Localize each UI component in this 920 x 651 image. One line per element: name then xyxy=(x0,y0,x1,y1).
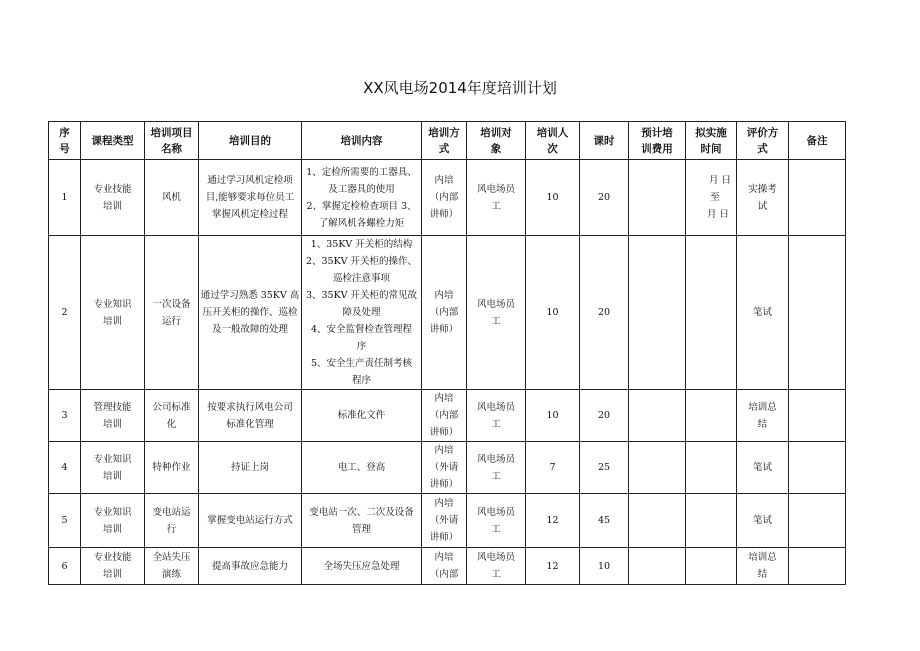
cell-method xyxy=(422,160,467,236)
cell-people: 10 xyxy=(526,160,580,236)
header-text: 预计培 xyxy=(641,126,673,139)
item-name-line: 一次设备 xyxy=(152,298,191,310)
header-cost xyxy=(629,122,686,160)
content-line: 4、安全监督检查管理程 xyxy=(310,324,413,335)
cell-item-name xyxy=(145,494,199,548)
item-name-line: 演练 xyxy=(161,569,181,580)
target-line: 工 xyxy=(491,523,501,535)
method-line: 讲师） xyxy=(429,209,459,220)
method-line: （内部 xyxy=(429,569,459,580)
cell-notes xyxy=(789,160,846,236)
header-text: 次 xyxy=(547,142,558,155)
content-line: 标准化文件 xyxy=(337,410,386,421)
cell-schedule xyxy=(686,160,737,236)
cell-schedule xyxy=(686,390,737,442)
header-text: 备注 xyxy=(806,134,828,147)
cell-content xyxy=(302,494,422,548)
header-people xyxy=(526,122,580,160)
item-name-line: 变电站运 xyxy=(152,506,191,518)
cell-cost xyxy=(629,160,686,236)
content-line: 程序 xyxy=(351,375,371,386)
cell-hours: 45 xyxy=(580,494,629,548)
cell-purpose xyxy=(199,442,302,494)
method-line: （内部 xyxy=(429,410,459,421)
header-text: 课时 xyxy=(593,134,615,147)
cell-schedule xyxy=(686,548,737,585)
evaluation-line: 培训总 xyxy=(748,552,777,563)
content-line: 全场失压应急处理 xyxy=(323,560,400,572)
header-text: 培训目的 xyxy=(229,134,271,147)
cell-method xyxy=(422,442,467,494)
header-method xyxy=(422,122,467,160)
header-text: 评价方 xyxy=(746,126,779,139)
table-row xyxy=(49,442,846,494)
evaluation-line: 培训总 xyxy=(748,401,777,413)
cell-cost xyxy=(629,442,686,494)
course-type-line: 培训 xyxy=(102,470,122,482)
target-line: 风电场员 xyxy=(476,401,515,413)
header-text: 培训项目 xyxy=(150,126,193,139)
cell-target xyxy=(467,390,526,442)
cell-schedule xyxy=(686,442,737,494)
purpose-line: 提高事故应急能力 xyxy=(211,560,288,572)
cell-purpose xyxy=(199,236,302,390)
header-course-type xyxy=(81,122,145,160)
cell-no: 6 xyxy=(49,548,81,585)
cell-course-type xyxy=(81,548,145,585)
course-type-line: 培训 xyxy=(102,523,122,535)
cell-evaluation xyxy=(737,442,789,494)
header-notes xyxy=(789,122,846,160)
content-line: 障及处理 xyxy=(342,307,381,318)
method-line: 内培 xyxy=(434,290,454,301)
item-name-line: 公司标准 xyxy=(152,401,191,413)
evaluation-line: 实操考 xyxy=(748,183,777,195)
table-row xyxy=(49,160,846,236)
method-line: （内部 xyxy=(429,192,459,203)
target-line: 工 xyxy=(491,470,501,482)
header-text: 训费用 xyxy=(641,142,673,155)
course-type-line: 培训 xyxy=(102,418,122,430)
cell-item-name xyxy=(145,160,199,236)
target-line: 风电场员 xyxy=(476,453,515,465)
course-type-line: 管理技能 xyxy=(93,401,132,413)
cell-course-type xyxy=(81,236,145,390)
table-row xyxy=(49,494,846,548)
content-line: 3、35KV 开关柜的常见故 xyxy=(305,290,418,301)
cell-notes xyxy=(789,390,846,442)
method-line: 内培 xyxy=(434,175,454,186)
course-type-line: 培训 xyxy=(102,569,122,580)
cell-target xyxy=(467,236,526,390)
item-name-line: 风机 xyxy=(161,192,181,203)
content-line: 电工、登高 xyxy=(337,462,386,473)
cell-cost xyxy=(629,236,686,390)
schedule-line: 月 日 xyxy=(708,175,732,186)
cell-no: 2 xyxy=(49,236,81,390)
target-line: 风电场员 xyxy=(476,506,515,518)
cell-hours: 20 xyxy=(580,160,629,236)
course-type-line: 培训 xyxy=(102,315,122,327)
cell-content xyxy=(302,160,422,236)
purpose-line: 压开关柜的操作、巡检 xyxy=(202,307,298,318)
purpose-line: 目,能够要求每位员工 xyxy=(205,192,295,203)
header-text: 课程类型 xyxy=(91,134,134,147)
header-text: 式 xyxy=(757,142,768,155)
course-type-line: 专业技能 xyxy=(93,183,132,195)
table-body xyxy=(49,160,846,585)
cell-method xyxy=(422,548,467,585)
cell-content xyxy=(302,236,422,390)
cell-content xyxy=(302,390,422,442)
cell-item-name xyxy=(145,548,199,585)
purpose-line: 持证上岗 xyxy=(230,462,269,473)
content-line: 2、35KV 开关柜的操作、 xyxy=(305,256,418,267)
cell-evaluation xyxy=(737,390,789,442)
item-name-line: 化 xyxy=(166,418,177,430)
purpose-line: 掌握风机定检过程 xyxy=(211,209,288,220)
item-name-line: 行 xyxy=(166,523,177,535)
cell-evaluation xyxy=(737,548,789,585)
cell-notes xyxy=(789,442,846,494)
schedule-line: 至 xyxy=(710,192,720,203)
header-hours xyxy=(580,122,629,160)
header-text: 号 xyxy=(59,142,70,155)
cell-schedule xyxy=(686,236,737,390)
purpose-line: 通过学习熟悉 35KV 高 xyxy=(200,290,300,301)
content-line: 2、掌握定检检查项目 3、 xyxy=(306,200,417,212)
cell-item-name xyxy=(145,442,199,494)
cell-evaluation xyxy=(737,494,789,548)
purpose-line: 标准化管理 xyxy=(226,418,274,430)
course-type-line: 专业知识 xyxy=(93,506,132,518)
header-text: 象 xyxy=(490,142,502,155)
target-line: 风电场员 xyxy=(476,183,515,195)
cell-content xyxy=(302,548,422,585)
purpose-line: 通过学习风机定检项 xyxy=(207,175,293,186)
cell-notes xyxy=(789,494,846,548)
header-no xyxy=(49,122,81,160)
cell-purpose xyxy=(199,390,302,442)
header-text: 时间 xyxy=(700,142,722,155)
cell-hours: 20 xyxy=(580,236,629,390)
item-name-line: 全站失压 xyxy=(152,552,191,563)
cell-hours: 10 xyxy=(580,548,629,585)
cell-cost xyxy=(629,548,686,585)
item-name-line: 特种作业 xyxy=(152,462,191,473)
method-line: 内培 xyxy=(434,445,454,456)
course-type-line: 培训 xyxy=(102,200,122,212)
header-content xyxy=(302,122,422,160)
cell-target xyxy=(467,160,526,236)
cell-people: 10 xyxy=(526,390,580,442)
header-text: 式 xyxy=(438,142,450,155)
cell-course-type xyxy=(81,494,145,548)
table-header-row xyxy=(49,122,846,160)
table-row xyxy=(49,390,846,442)
cell-item-name xyxy=(145,236,199,390)
cell-method xyxy=(422,494,467,548)
cell-notes xyxy=(789,236,846,390)
cell-course-type xyxy=(81,442,145,494)
target-line: 工 xyxy=(491,418,501,430)
method-line: （内部 xyxy=(429,307,459,318)
cell-people: 12 xyxy=(526,494,580,548)
cell-hours: 20 xyxy=(580,390,629,442)
target-line: 工 xyxy=(491,315,501,327)
content-line: 了解风机各螺栓力矩 xyxy=(318,217,405,229)
course-type-line: 专业技能 xyxy=(93,552,132,563)
cell-no: 1 xyxy=(49,160,81,236)
content-line: 5、安全生产责任制考核 xyxy=(310,358,413,369)
evaluation-line: 笔试 xyxy=(752,515,772,526)
target-line: 工 xyxy=(491,200,501,212)
header-text: 培训内容 xyxy=(340,134,383,147)
header-target xyxy=(467,122,526,160)
method-line: 讲师） xyxy=(429,479,459,490)
method-line: 内培 xyxy=(434,393,454,404)
cell-method xyxy=(422,390,467,442)
purpose-line: 按要求执行风电公司 xyxy=(207,401,293,413)
content-line: 变电站一次、二次及设备 xyxy=(309,506,414,518)
cell-purpose xyxy=(199,160,302,236)
cell-people: 10 xyxy=(526,236,580,390)
cell-cost xyxy=(629,390,686,442)
header-schedule xyxy=(686,122,737,160)
target-line: 工 xyxy=(491,569,501,580)
method-line: （外请 xyxy=(429,515,459,526)
cell-hours: 25 xyxy=(580,442,629,494)
cell-schedule xyxy=(686,494,737,548)
evaluation-line: 笔试 xyxy=(752,462,772,473)
evaluation-line: 结 xyxy=(757,418,768,430)
evaluation-line: 结 xyxy=(757,569,768,580)
cell-evaluation xyxy=(737,160,789,236)
cell-cost xyxy=(629,494,686,548)
cell-no: 5 xyxy=(49,494,81,548)
cell-evaluation xyxy=(737,236,789,390)
table-row xyxy=(49,548,846,585)
cell-course-type xyxy=(81,390,145,442)
method-line: 内培 xyxy=(434,552,454,563)
document-title: XX风电场2014年度培训计划 xyxy=(363,79,557,97)
training-plan-table xyxy=(48,121,846,585)
evaluation-line: 试 xyxy=(757,200,768,212)
cell-purpose xyxy=(199,494,302,548)
header-item-name xyxy=(145,122,199,160)
cell-notes xyxy=(789,548,846,585)
method-line: 讲师） xyxy=(429,532,459,543)
cell-purpose xyxy=(199,548,302,585)
method-line: 讲师） xyxy=(429,427,459,438)
purpose-line: 及一般故障的处理 xyxy=(211,324,288,335)
item-name-line: 运行 xyxy=(161,315,181,327)
header-evaluation xyxy=(737,122,789,160)
cell-course-type xyxy=(81,160,145,236)
method-line: 讲师） xyxy=(429,324,459,335)
method-line: 内培 xyxy=(434,498,454,509)
header-text: 序 xyxy=(59,126,70,139)
evaluation-line: 笔试 xyxy=(752,307,772,318)
content-line: 及工器具的使用 xyxy=(328,183,395,195)
cell-no: 4 xyxy=(49,442,81,494)
schedule-line: 月 日 xyxy=(706,209,730,220)
cell-target xyxy=(467,548,526,585)
cell-item-name xyxy=(145,390,199,442)
cell-method xyxy=(422,236,467,390)
cell-target xyxy=(467,442,526,494)
target-line: 风电场员 xyxy=(476,298,515,310)
course-type-line: 专业知识 xyxy=(93,298,132,310)
header-purpose xyxy=(199,122,302,160)
cell-people: 12 xyxy=(526,548,580,585)
cell-no: 3 xyxy=(49,390,81,442)
cell-target xyxy=(467,494,526,548)
content-line: 巡检注意事项 xyxy=(332,273,390,284)
header-text: 培训方 xyxy=(428,126,460,139)
header-text: 培训对 xyxy=(480,126,512,139)
header-text: 拟实施 xyxy=(695,126,727,139)
content-line: 序 xyxy=(356,341,367,352)
purpose-line: 掌握变电站运行方式 xyxy=(207,515,293,526)
header-text: 名称 xyxy=(161,142,182,155)
method-line: （外请 xyxy=(429,462,459,473)
header-text: 培训人 xyxy=(536,126,569,139)
cell-people: 7 xyxy=(526,442,580,494)
content-line: 1、35KV 开关柜的结构 xyxy=(310,239,413,250)
course-type-line: 专业知识 xyxy=(93,453,132,465)
table-row xyxy=(49,236,846,390)
content-line: 1、定检所需要的工器具、 xyxy=(306,166,417,178)
cell-content xyxy=(302,442,422,494)
target-line: 风电场员 xyxy=(476,552,515,563)
content-line: 管理 xyxy=(351,523,371,535)
